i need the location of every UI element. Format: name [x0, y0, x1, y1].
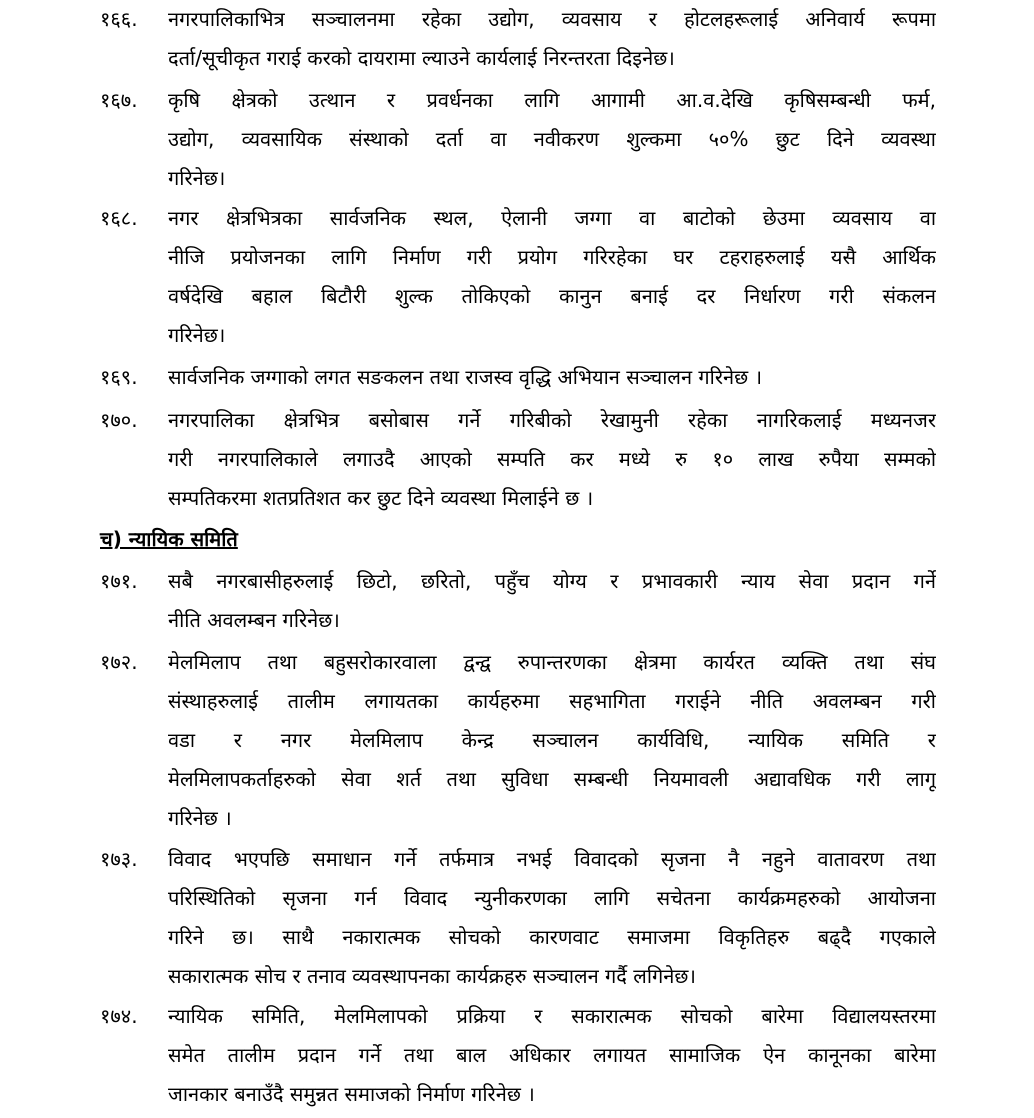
item-text-line: जानकार बनाउँदै समुन्नत समाजको निर्माण गरिनेछ । — [168, 1082, 535, 1106]
item-text-line: वडा र नगर मेलमिलाप केन्द्र सञ्चालन कार्यविधि, न्यायिक समिति र — [168, 728, 936, 752]
item-text-line: नीजि प्रयोजनका लागि निर्माण गरी प्रयोग गरिरहेका घर टहराहरुलाई यसै आर्थिक — [168, 245, 936, 269]
item-text-line: गरिनेछ । — [168, 806, 232, 830]
item-text-line: गरिनेछ। — [168, 166, 226, 190]
item-text-line: वर्षदेखि बहाल बिटौरी शुल्क तोकिएको कानुन बनाई दर निर्धारण गरी संकलन — [168, 284, 936, 308]
section-heading: च) न्यायिक समिति — [100, 527, 238, 551]
item-text-line: मेलमिलाप तथा बहुसरोकारवाला द्वन्द्व रुपान्तरणका क्षेत्रमा कार्यरत व्यक्ति तथा संघ — [168, 650, 936, 674]
item-text-line: सम्पतिकरमा शतप्रतिशत कर छुट दिने व्यवस्था मिलाईने छ । — [168, 486, 594, 510]
item-number: १६९. — [100, 365, 138, 389]
item-text-line: नगर क्षेत्रभित्रका सार्वजनिक स्थल, ऐलानी जग्गा वा बाटोको छेउमा व्यवसाय वा — [168, 206, 936, 230]
item-text-line: न्यायिक समिति, मेलमिलापको प्रक्रिया र सकारात्मक सोचको बारेमा विद्यालयस्तरमा — [168, 1004, 936, 1028]
item-text-line: नगरपालिका क्षेत्रभित्र बसोबास गर्ने गरिबीको रेखामुनी रहेका नागरिकलाई मध्यनजर — [168, 408, 936, 432]
item-text-line: नगरपालिकाभित्र सञ्चालनमा रहेका उद्योग, व्यवसाय र होटलहरूलाई अनिवार्य रूपमा — [168, 7, 936, 31]
item-text-line: मेलमिलापकर्ताहरुको सेवा शर्त तथा सुविधा सम्बन्धी नियमावली अद्यावधिक गरी लागू — [168, 767, 936, 791]
item-text-line: विवाद भएपछि समाधान गर्ने तर्फमात्र नभई विवादको सृजना नै नहुने वातावरण तथा — [168, 847, 936, 871]
item-text-line: परिस्थितिको सृजना गर्न विवाद न्युनीकरणका लागि सचेतना कार्यक्रमहरुको आयोजना — [168, 886, 936, 910]
item-number: १६७. — [100, 88, 138, 112]
item-text-line: सार्वजनिक जग्गाको लगत सङकलन तथा राजस्व वृद्धि अभियान सञ्चालन गरिनेछ । — [168, 365, 763, 389]
item-number: १६८. — [100, 206, 138, 230]
item-text-line: संस्थाहरुलाई तालीम लगायतका कार्यहरुमा सहभागिता गराईने नीति अवलम्बन गरी — [168, 689, 936, 713]
item-text-line: गरी नगरपालिकाले लगाउदै आएको सम्पति कर मध्ये रु १० लाख रुपैया सम्मको — [168, 447, 936, 471]
item-text-line: गरिने छ। साथै नकारात्मक सोचको कारणवाट समाजमा विकृतिहरु बढ्दै गएकाले — [168, 925, 936, 949]
item-number: १७४. — [100, 1004, 138, 1028]
item-number: १६६. — [100, 7, 138, 31]
item-number: १७३. — [100, 847, 138, 871]
item-number: १७०. — [100, 408, 138, 432]
item-text-line: गरिनेछ। — [168, 323, 226, 347]
item-text-line: नीति अवलम्बन गरिनेछ। — [168, 608, 340, 632]
item-number: १७२. — [100, 650, 138, 674]
item-text-line: सबै नगरबासीहरुलाई छिटो, छरितो, पहुँच योग्य र प्रभावकारी न्याय सेवा प्रदान गर्ने — [168, 569, 936, 593]
item-number: १७१. — [100, 569, 138, 593]
item-text-line: उद्योग, व्यवसायिक संस्थाको दर्ता वा नवीकरण शुल्कमा ५०% छुट दिने व्यवस्था — [168, 127, 936, 151]
item-text-line: कृषि क्षेत्रको उत्थान र प्रवर्धनका लागि आगामी आ.व.देखि कृषिसम्बन्धी फर्म, — [168, 88, 936, 112]
item-text-line: समेत तालीम प्रदान गर्ने तथा बाल अधिकार लगायत सामाजिक ऐन कानूनका बारेमा — [168, 1043, 936, 1067]
item-text-line: सकारात्मक सोच र तनाव व्यवस्थापनका कार्यक्रहरु सञ्चालन गर्दै लगिनेछ। — [168, 964, 696, 988]
item-text-line: दर्ता/सूचीकृत गराई करको दायरामा ल्याउने कार्यलाई निरन्तरता दिइनेछ। — [168, 46, 675, 70]
